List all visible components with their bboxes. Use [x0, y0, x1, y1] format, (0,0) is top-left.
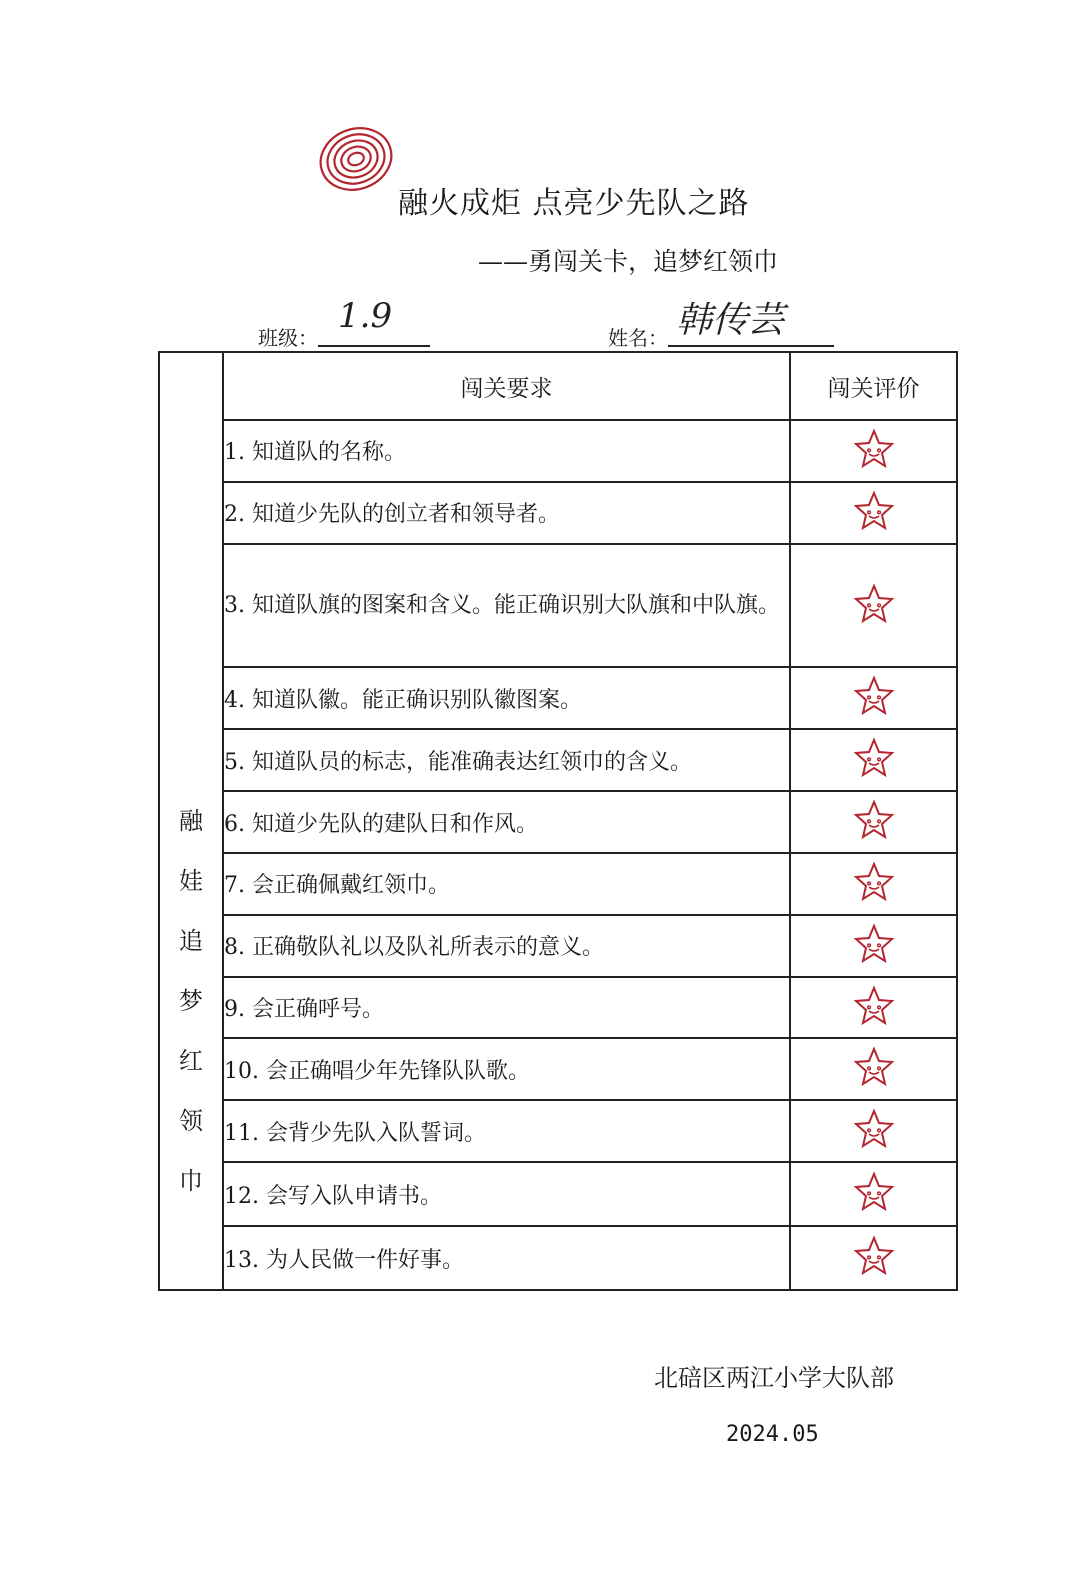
- table-row: [159, 853, 957, 915]
- evaluation-cell: [790, 1100, 957, 1162]
- evaluation-cell: [790, 544, 957, 668]
- star-stamp-icon: [852, 736, 896, 780]
- requirement-text: 7. 会正确佩戴红领巾。: [223, 853, 790, 915]
- evaluation-cell: [790, 1038, 957, 1100]
- requirement-text: 1. 知道队的名称。: [223, 420, 790, 482]
- table-row: [159, 1162, 957, 1226]
- evaluation-cell: [790, 482, 957, 544]
- table-row: [159, 1100, 957, 1162]
- requirement-text: 13. 为人民做一件好事。: [223, 1226, 790, 1290]
- evaluation-cell: [790, 729, 957, 791]
- name-underline: [668, 345, 834, 347]
- evaluation-cell: [790, 915, 957, 977]
- table-row: [159, 667, 957, 729]
- evaluation-cell: [790, 1162, 957, 1226]
- page-subtitle: ——勇闯关卡，追梦红领巾: [478, 247, 779, 276]
- name-value: 韩传芸: [676, 300, 785, 341]
- organization-name: 北碚区两江小学大队部: [654, 1364, 894, 1392]
- page-title: 融火成炬 点亮少先队之路: [398, 186, 750, 221]
- table-row: [159, 482, 957, 544]
- table-row: [159, 420, 957, 482]
- requirement-text: 11. 会背少先队入队誓词。: [223, 1100, 790, 1162]
- table-row: [159, 544, 957, 668]
- table-row: [159, 791, 957, 853]
- star-stamp-icon: [852, 1170, 896, 1214]
- evaluation-cell: [790, 420, 957, 482]
- side-title-char: 巾: [179, 1167, 203, 1195]
- star-stamp-icon: [852, 798, 896, 842]
- table-row: [159, 977, 957, 1039]
- star-stamp-icon: [852, 674, 896, 718]
- star-stamp-icon: [852, 427, 896, 471]
- evaluation-cell: [790, 853, 957, 915]
- side-title: [160, 431, 222, 1211]
- evaluation-cell: [790, 667, 957, 729]
- evaluation-cell: [790, 1226, 957, 1290]
- document-date: 2024.05: [726, 1422, 819, 1447]
- side-title-char: 领: [179, 1107, 203, 1135]
- spiral-doodle-icon: [318, 124, 398, 194]
- evaluation-cell: [790, 977, 957, 1039]
- star-stamp-icon: [852, 582, 896, 626]
- requirement-text: 8. 正确敬队礼以及队礼所表示的意义。: [223, 915, 790, 977]
- table-row: [159, 1226, 957, 1290]
- name-label: 姓名：: [608, 326, 668, 350]
- requirement-text: 2. 知道少先队的创立者和领导者。: [223, 482, 790, 544]
- requirement-text: 12. 会写入队申请书。: [223, 1162, 790, 1226]
- side-title-char: 娃: [179, 867, 203, 895]
- star-stamp-icon: [852, 860, 896, 904]
- requirement-text: 6. 知道少先队的建队日和作风。: [223, 791, 790, 853]
- table-row: [159, 1038, 957, 1100]
- requirement-text: 4. 知道队徽。能正确识别队徽图案。: [223, 667, 790, 729]
- requirement-text: 9. 会正确呼号。: [223, 977, 790, 1039]
- requirements-table: [158, 351, 958, 1291]
- side-title-cell: [159, 352, 223, 1290]
- star-stamp-icon: [852, 489, 896, 533]
- requirement-text: 10. 会正确唱少年先锋队队歌。: [223, 1038, 790, 1100]
- side-title-char: 追: [179, 927, 203, 955]
- star-stamp-icon: [852, 922, 896, 966]
- side-title-char: 融: [179, 807, 203, 835]
- requirement-text: 5. 知道队员的标志，能准确表达红领巾的含义。: [223, 729, 790, 791]
- class-value: 1.9: [338, 296, 393, 336]
- star-stamp-icon: [852, 984, 896, 1028]
- star-stamp-icon: [852, 1107, 896, 1151]
- table-header-row: [159, 352, 957, 420]
- table-row: [159, 729, 957, 791]
- side-title-char: 红: [179, 1047, 203, 1075]
- column-header-requirements: 闯关要求: [223, 352, 790, 420]
- star-stamp-icon: [852, 1045, 896, 1089]
- evaluation-cell: [790, 791, 957, 853]
- side-title-char: 梦: [179, 987, 203, 1015]
- star-stamp-icon: [852, 1234, 896, 1278]
- column-header-evaluation: 闯关评价: [790, 352, 957, 420]
- class-underline: [318, 345, 430, 347]
- table-row: [159, 915, 957, 977]
- requirement-text: 3. 知道队旗的图案和含义。能正确识别大队旗和中队旗。: [223, 544, 790, 668]
- class-label: 班级：: [258, 326, 318, 350]
